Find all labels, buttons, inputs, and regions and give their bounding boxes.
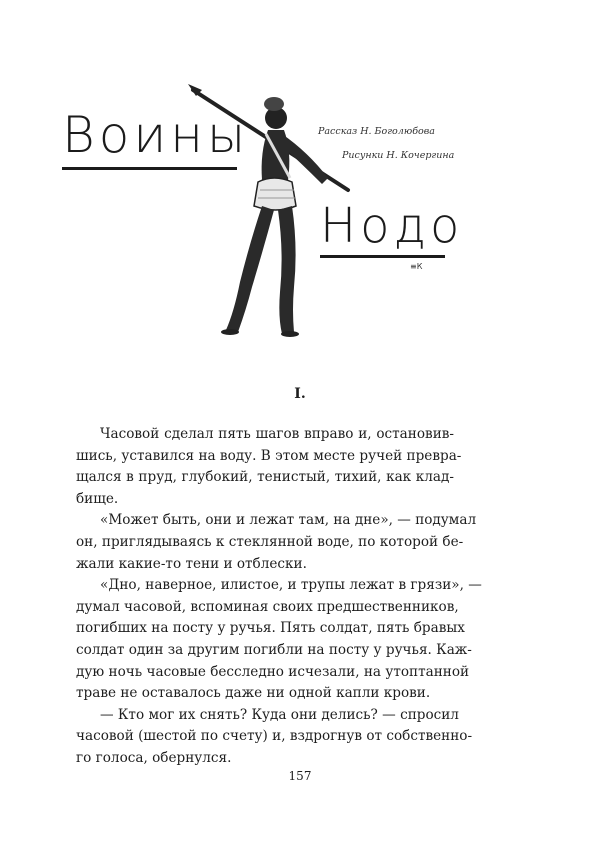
text-line: он, приглядываясь к стеклянной воде, по которой бе-: [76, 533, 464, 550]
credit-story: Рассказ Н. Боголюбова: [318, 126, 435, 137]
page-number: 157: [288, 769, 312, 783]
text-line: дую ночь часовые бесследно исчезали, на утоптанной: [76, 663, 470, 680]
text-line: шись, уставился на воду. В этом месте ручей превра-: [76, 447, 462, 464]
text-line: думал часовой, вспоминая своих предшественников,: [76, 598, 459, 615]
credit-drawings: Рисунки Н. Кочергина: [342, 150, 455, 161]
text-line: бище.: [76, 490, 119, 507]
text-line: — Кто мог их снять? Куда они делись? — спросил: [100, 706, 459, 723]
text-line: го голоса, обернулся.: [76, 749, 232, 766]
text-line: траве не оставалось даже ни одной капли крови.: [76, 685, 431, 702]
text-line: Часовой сделал пять шагов вправо и, остановив-: [100, 426, 454, 442]
body-text: [76, 424, 482, 770]
chapter-number: I.: [294, 386, 306, 402]
text-line: щался в пруд, глубокий, тенистый, тихий, как клад-: [76, 469, 454, 486]
text-line: солдат один за другим погибли на посту у ручья. Каж-: [76, 641, 472, 658]
title-line-2: Нодо: [320, 198, 464, 254]
warrior-illustration: [188, 82, 358, 347]
text-line: жали какие-то тени и отблески.: [76, 555, 307, 572]
title-line-1: Воины: [62, 106, 250, 164]
illustrator-signature: ≡К: [410, 262, 423, 271]
text-line: погибших на посту у ручья. Пять солдат, пять бравых: [76, 620, 465, 637]
text-line: «Дно, наверное, илистое, и трупы лежат в грязи», —: [100, 577, 482, 594]
text-line: «Может быть, они и лежат там, на дне», — подумал: [100, 512, 477, 529]
text-line: часовой (шестой по счету) и, вздрогнув от собственно-: [76, 728, 473, 745]
